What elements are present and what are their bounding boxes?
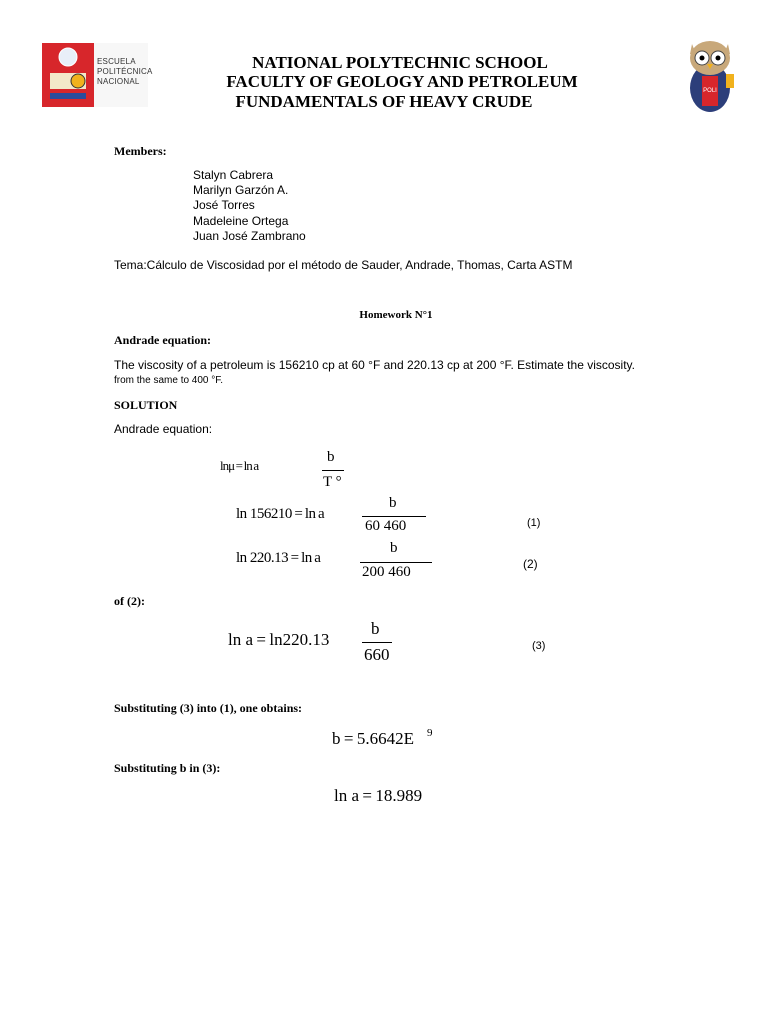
homework-title: Homework N°1 bbox=[359, 309, 433, 321]
eq3-lhs: ln a = ln220.13 bbox=[228, 630, 330, 649]
eq3-den: 660 bbox=[364, 645, 390, 664]
b-result-exponent: 9 bbox=[427, 727, 433, 739]
general-eq-fraction-bar bbox=[322, 470, 344, 471]
eq3-num: b bbox=[371, 619, 380, 638]
problem-line-1: The viscosity of a petroleum is 156210 cp at 60 °F and 220.13 cp at 200 °F. Estimate the viscosity. bbox=[114, 358, 635, 372]
logo-text-2: POLITÉCNICA bbox=[97, 67, 153, 76]
eq1-num: b bbox=[389, 495, 397, 511]
member-5: Juan José Zambrano bbox=[193, 229, 306, 243]
member-3: José Torres bbox=[193, 198, 255, 212]
general-eq-num: b bbox=[327, 449, 335, 465]
eq3-fraction-bar bbox=[362, 642, 392, 643]
eq2-den: 200 460 bbox=[362, 564, 411, 580]
member-1: Stalyn Cabrera bbox=[193, 168, 274, 182]
logo-text-1: ESCUELA bbox=[97, 57, 136, 66]
header-line-1: NATIONAL POLYTECHNIC SCHOOL bbox=[252, 53, 548, 72]
svg-text:POLI: POLI bbox=[703, 88, 717, 94]
eq1-lhs: ln 156210 = ln a bbox=[236, 506, 325, 522]
members-label: Members: bbox=[114, 144, 167, 158]
substitution-2-label: Substituting b in (3): bbox=[114, 761, 221, 775]
eq1-fraction-bar bbox=[362, 516, 426, 517]
eq2-num: b bbox=[390, 540, 398, 556]
b-result: b = 5.6642E bbox=[332, 729, 415, 748]
andrade-eq-label: Andrade equation: bbox=[114, 422, 213, 436]
eq3-tag: (3) bbox=[532, 640, 546, 652]
eq2-lhs: ln 220.13 = ln a bbox=[236, 550, 321, 566]
general-eq-den: T ° bbox=[323, 474, 342, 490]
owl-mascot-icon bbox=[680, 36, 740, 116]
of-2-label: of (2): bbox=[114, 594, 145, 608]
problem-line-2: from the same to 400 °F. bbox=[114, 375, 224, 386]
eq1-den: 60 460 bbox=[365, 518, 407, 534]
eq2-fraction-bar bbox=[360, 562, 432, 563]
eq2-tag: (2) bbox=[523, 557, 538, 571]
substitution-1-label: Substituting (3) into (1), one obtains: bbox=[114, 701, 303, 715]
header-line-3: FUNDAMENTALS OF HEAVY CRUDE bbox=[235, 92, 533, 111]
header-line-2: FACULTY OF GEOLOGY AND PETROLEUM bbox=[226, 72, 578, 91]
solution-label: SOLUTION bbox=[114, 398, 178, 412]
tema-line: Tema:Cálculo de Viscosidad por el método de Sauder, Andrade, Thomas, Carta ASTM bbox=[114, 258, 573, 272]
member-4: Madeleine Ortega bbox=[193, 214, 289, 228]
member-2: Marilyn Garzón A. bbox=[193, 183, 289, 197]
logo-text-3: NACIONAL bbox=[97, 77, 140, 86]
eq1-tag: (1) bbox=[527, 517, 541, 529]
andrade-label: Andrade equation: bbox=[114, 333, 212, 347]
a-result: ln a = 18.989 bbox=[334, 786, 423, 805]
general-eq-lhs: lnμ = ln a bbox=[220, 458, 259, 473]
